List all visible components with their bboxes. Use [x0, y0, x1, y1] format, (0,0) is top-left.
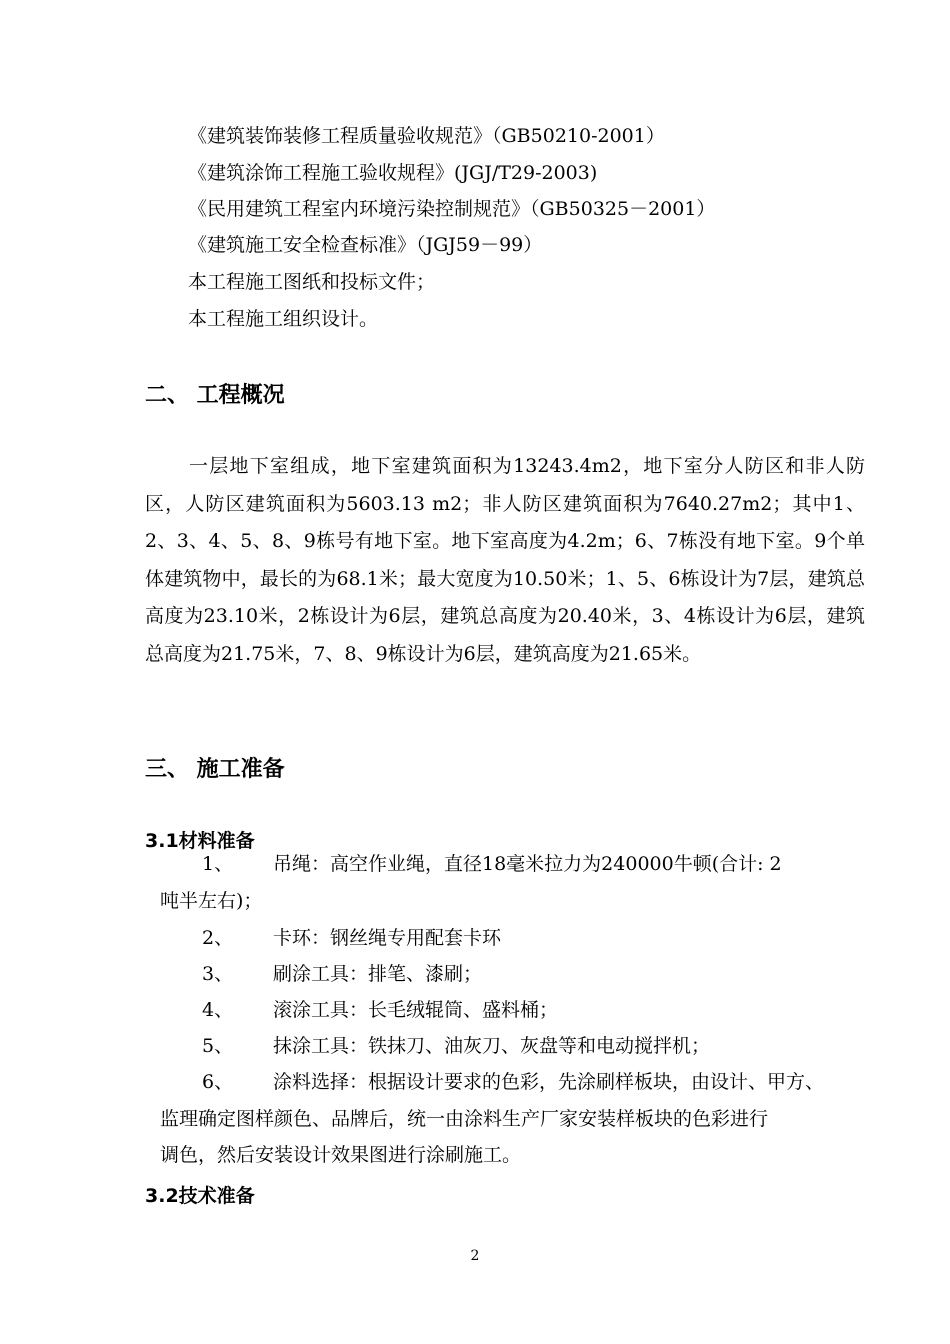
list-item-number: 5、 — [202, 1035, 234, 1057]
list-item-text: 刷涂工具：排笔、漆刷； — [273, 963, 483, 985]
list-item-number: 4、 — [202, 999, 234, 1021]
reference-line: 《民用建筑工程室内环境污染控制规范》（GB50325－2001） — [188, 198, 716, 220]
list-item-text: 滚涂工具：长毛绒辊筒、盛料桶； — [273, 999, 559, 1021]
subsection-heading: 3.1材料准备 — [145, 830, 255, 852]
list-item-text: 抹涂工具：铁抹刀、油灰刀、灰盘等和电动搅拌机； — [273, 1035, 711, 1057]
list-item-number: 6、 — [202, 1071, 234, 1093]
subsection-heading: 3.2技术准备 — [145, 1185, 255, 1207]
section-heading: 二、 工程概况 — [145, 383, 285, 408]
list-item-continuation: 监理确定图样颜色、品牌后，统一由涂料生产厂家安装样板块的色彩进行 — [160, 1108, 769, 1130]
list-item-continuation: 吨半左右)； — [160, 890, 263, 912]
list-item-number: 2、 — [202, 927, 234, 949]
list-item-text: 涂料选择：根据设计要求的色彩，先涂刷样板块，由设计、甲方、 — [273, 1071, 825, 1093]
section-heading: 三、 施工准备 — [145, 757, 285, 782]
list-item-continuation: 调色，然后安装设计效果图进行涂刷施工。 — [160, 1144, 522, 1166]
list-item-text: 吊绳：高空作业绳，直径18毫米拉力为240000牛顿(合计: 2 — [273, 853, 782, 875]
page-number: 2 — [470, 1248, 480, 1264]
reference-line: 《建筑施工安全检查标准》（JGJ59－99） — [188, 234, 543, 256]
reference-line: 《建筑装饰装修工程质量验收规范》（GB50210-2001） — [188, 125, 665, 147]
list-item-number: 1、 — [202, 853, 234, 875]
list-item-number: 3、 — [202, 963, 234, 985]
reference-line: 《建筑涂饰工程施工验收规程》(JGJ/T29-2003) — [188, 162, 598, 184]
reference-line: 本工程施工图纸和投标文件； — [188, 271, 436, 293]
reference-line: 本工程施工组织设计。 — [188, 308, 379, 330]
overview-paragraph: 一层地下室组成，地下室建筑面积为13243.4m2，地下室分人防区和非人防区，人防区建筑面积为5603.13 m2；非人防区建筑面积为7640.27m2；其中1、2、3、4、5、8、9栋号有地下室。地下室高度为4.2m；6、7栋没有地下室。9个单体建筑物中，最长的为68.1米；最大宽度为10.50米；1、5、6栋设计为7层，建筑总高度为23.10米，2栋设计为6层，建筑总高度为20.40米，3、4栋设计为6层，建筑总高度为21.75米，7、8、9栋设计为6层，建筑高度为21.65米。 — [145, 455, 865, 665]
list-item-text: 卡环：钢丝绳专用配套卡环 — [273, 927, 502, 949]
